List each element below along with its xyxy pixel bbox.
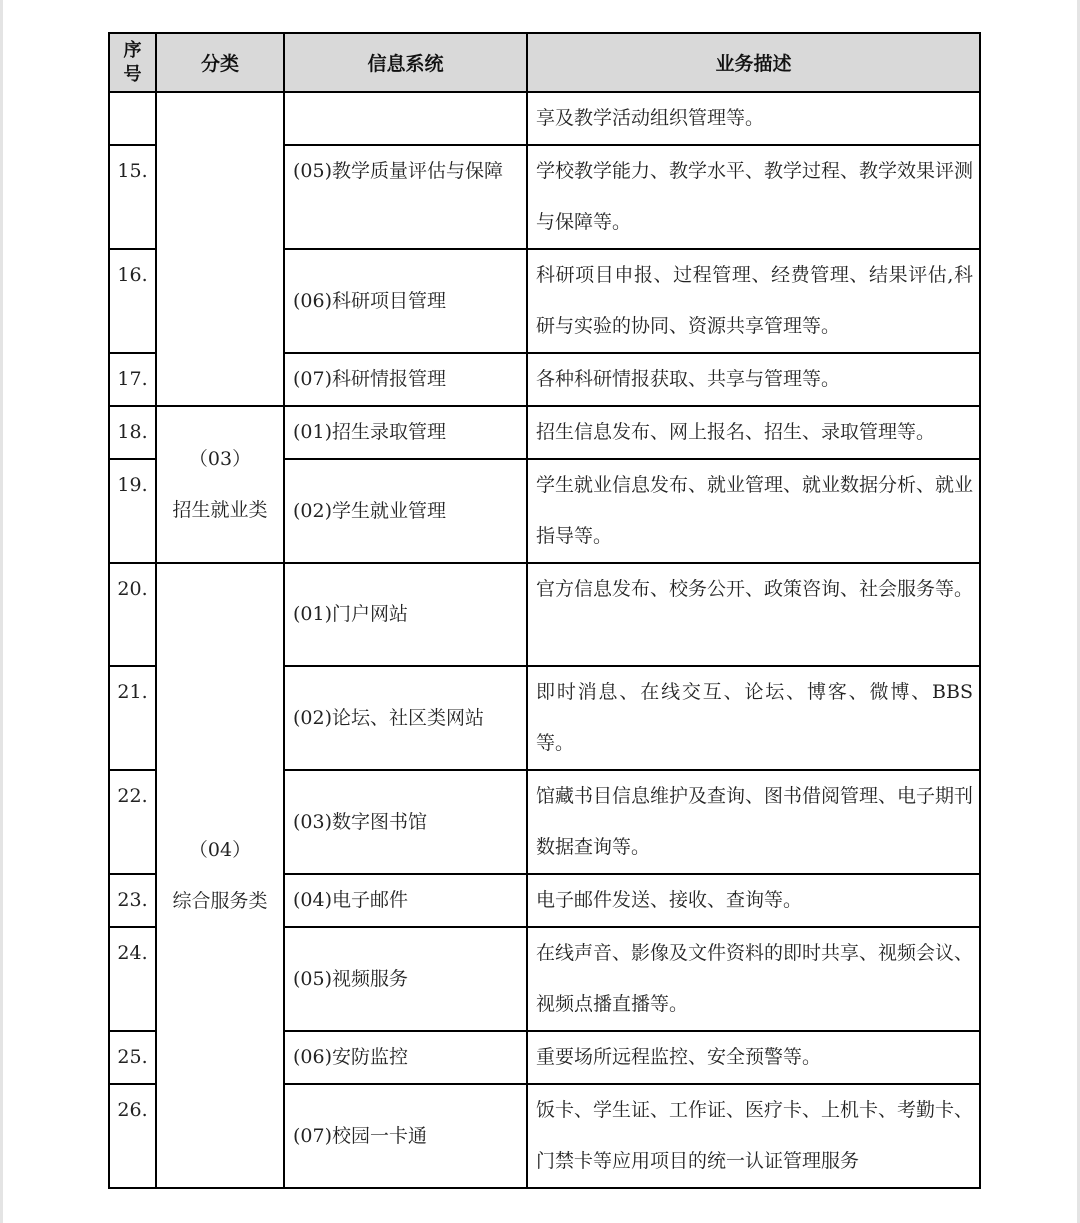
- header-system: 信息系统: [284, 33, 527, 92]
- category-cell-03: [156, 406, 284, 563]
- category-cell-04: [156, 563, 284, 1188]
- row-seq: 23.: [109, 874, 156, 927]
- row-seq: 26.: [109, 1084, 156, 1188]
- category-name: 综合服务类: [172, 889, 268, 912]
- row-description: 即时消息、在线交互、论坛、博客、微博、BBS等。: [527, 666, 980, 770]
- row-system: (06)科研项目管理: [284, 249, 527, 353]
- row-seq: 17.: [109, 353, 156, 406]
- page-edge-left: [0, 0, 3, 1223]
- header-row: [109, 33, 980, 92]
- row-description: 学校教学能力、教学水平、教学过程、教学效果评测与保障等。: [527, 145, 980, 249]
- category-cell-empty: [156, 92, 284, 406]
- category-code: （03）: [188, 447, 252, 470]
- row-system: (01)门户网站: [284, 563, 527, 666]
- row-description: 重要场所远程监控、安全预警等。: [527, 1031, 980, 1084]
- row-system: (05)视频服务: [284, 927, 527, 1031]
- category-name: 招生就业类: [172, 498, 268, 521]
- header-seq: 序号: [109, 33, 156, 92]
- row-system: [284, 92, 527, 145]
- table-row: [109, 563, 980, 666]
- row-seq: 24.: [109, 927, 156, 1031]
- row-system: (07)校园一卡通: [284, 1084, 527, 1188]
- row-system: (03)数字图书馆: [284, 770, 527, 874]
- row-description: 各种科研情报获取、共享与管理等。: [527, 353, 980, 406]
- table-row: [109, 92, 980, 145]
- row-seq: 15.: [109, 145, 156, 249]
- row-system: (01)招生录取管理: [284, 406, 527, 459]
- row-system: (05)教学质量评估与保障: [284, 145, 527, 249]
- row-description: 招生信息发布、网上报名、招生、录取管理等。: [527, 406, 980, 459]
- row-seq: 22.: [109, 770, 156, 874]
- table-row: [109, 406, 980, 459]
- row-system: (06)安防监控: [284, 1031, 527, 1084]
- row-seq: 25.: [109, 1031, 156, 1084]
- row-description: 享及教学活动组织管理等。: [527, 92, 980, 145]
- row-seq: 16.: [109, 249, 156, 353]
- row-seq: 18.: [109, 406, 156, 459]
- row-description: 学生就业信息发布、就业管理、就业数据分析、就业指导等。: [527, 459, 980, 563]
- row-system: (07)科研情报管理: [284, 353, 527, 406]
- row-system: (02)学生就业管理: [284, 459, 527, 563]
- row-seq: [109, 92, 156, 145]
- info-system-table: [108, 32, 981, 1189]
- row-system: (02)论坛、社区类网站: [284, 666, 527, 770]
- category-code: （04）: [188, 838, 252, 861]
- header-category: 分类: [156, 33, 284, 92]
- row-seq: 20.: [109, 563, 156, 666]
- row-description: 电子邮件发送、接收、查询等。: [527, 874, 980, 927]
- row-description: 饭卡、学生证、工作证、医疗卡、上机卡、考勤卡、门禁卡等应用项目的统一认证管理服务: [527, 1084, 980, 1188]
- row-description: 官方信息发布、校务公开、政策咨询、社会服务等。: [527, 563, 980, 666]
- header-description: 业务描述: [527, 33, 980, 92]
- row-system: (04)电子邮件: [284, 874, 527, 927]
- row-description: 馆藏书目信息维护及查询、图书借阅管理、电子期刊数据查询等。: [527, 770, 980, 874]
- row-seq: 19.: [109, 459, 156, 563]
- row-seq: 21.: [109, 666, 156, 770]
- row-description: 在线声音、影像及文件资料的即时共享、视频会议、视频点播直播等。: [527, 927, 980, 1031]
- row-description: 科研项目申报、过程管理、经费管理、结果评估,科研与实验的协同、资源共享管理等。: [527, 249, 980, 353]
